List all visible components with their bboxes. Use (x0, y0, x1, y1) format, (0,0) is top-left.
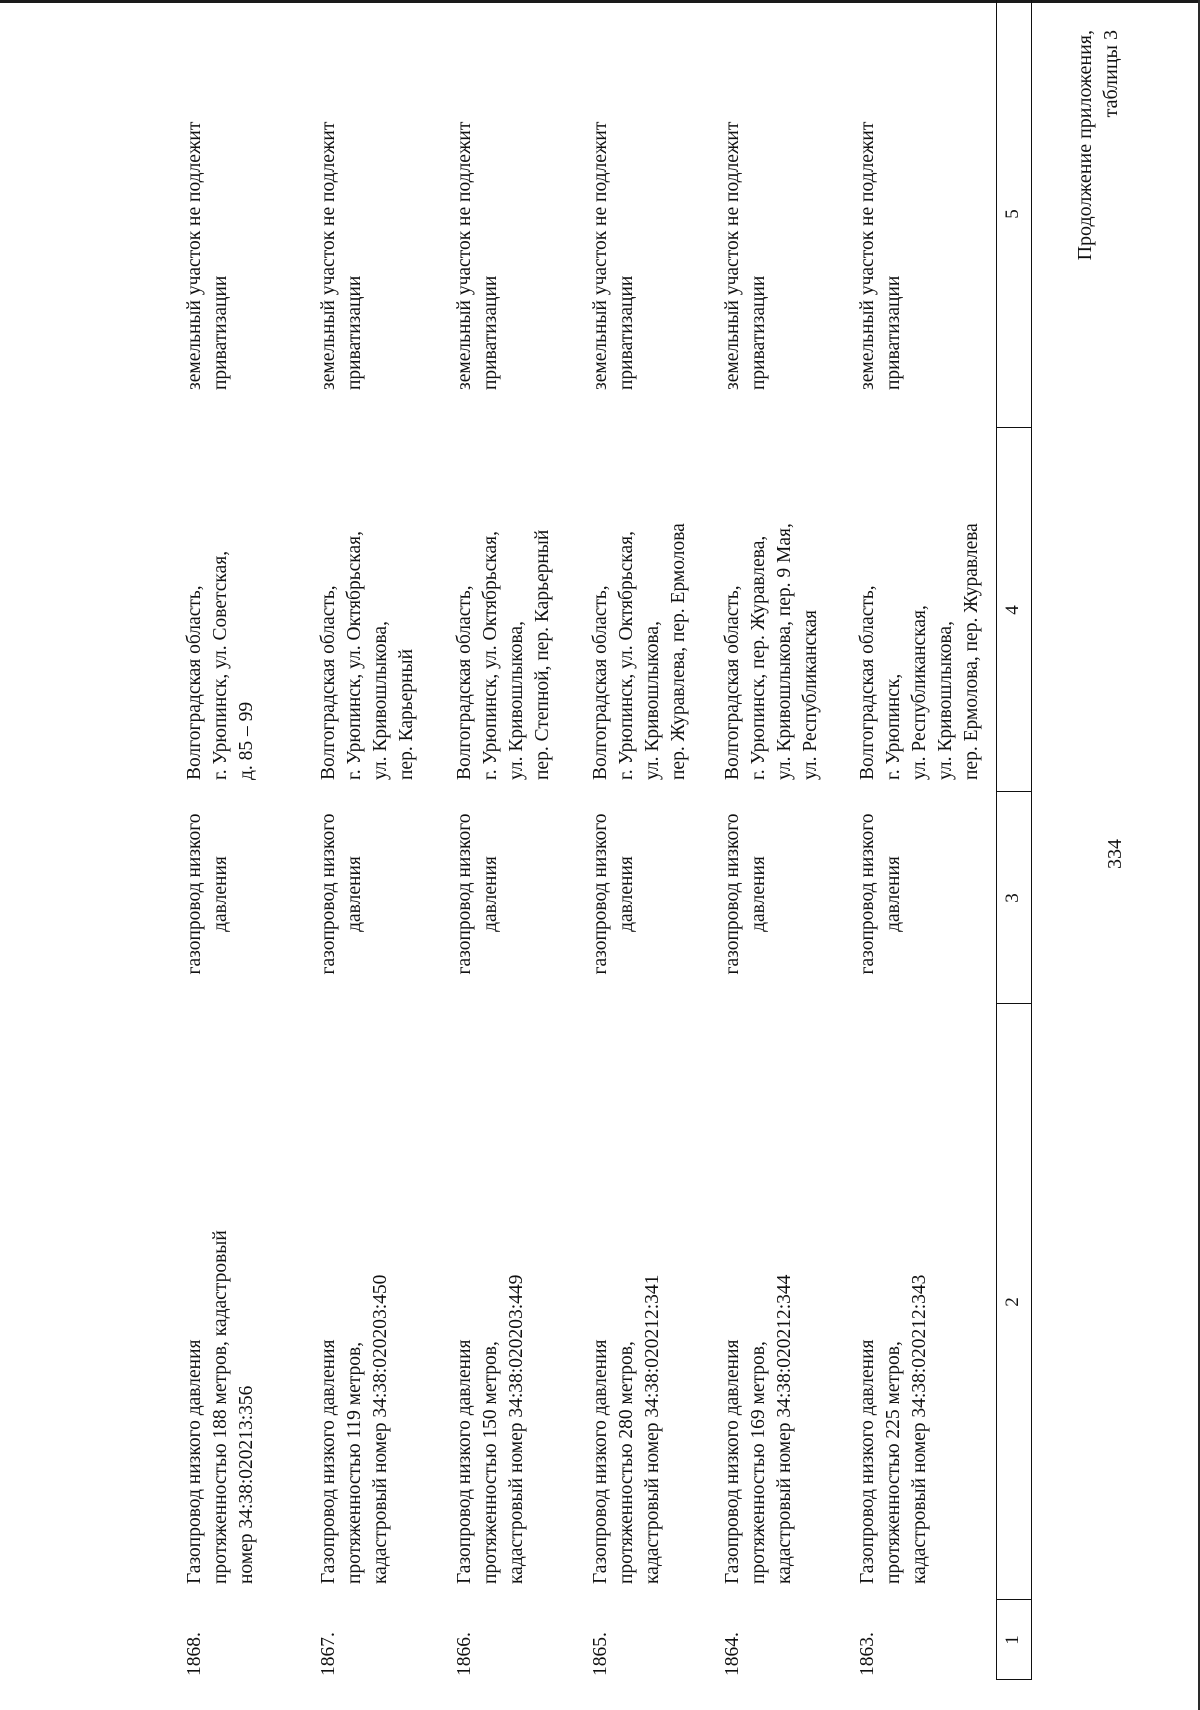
text-line: давления (616, 856, 637, 932)
text-line: Волгоградская область, (454, 585, 475, 780)
column-header: 5 (1002, 209, 1023, 219)
row-number: 1864. (722, 1632, 743, 1676)
text-line: газопровод низкого (857, 813, 878, 975)
object-name (588, 1064, 666, 1584)
object-type (452, 796, 504, 992)
text-line: земельный участок не подлежит (722, 121, 743, 390)
table-top-rule (996, 0, 997, 1680)
table-header-rule (1031, 0, 1032, 1680)
text-line: протяженностью 280 метров, (616, 1341, 637, 1584)
text-line: давления (480, 856, 501, 932)
text-line: кадастровый номер 34:38:020212:344 (774, 1274, 795, 1584)
object-type (588, 796, 640, 992)
object-note (316, 30, 368, 390)
text-line: земельный участок не подлежит (590, 121, 611, 390)
text-line: пер. Степной, пер. Карьерный (532, 529, 553, 780)
text-line: г. Урюпинск, пер. Журавлева, (748, 535, 769, 780)
text-line: Газопровод низкого давления (318, 1339, 339, 1584)
text-line: г. Урюпинск, (883, 673, 904, 780)
text-line: Газопровод низкого давления (184, 1339, 205, 1584)
text-line: приватизации (748, 275, 769, 390)
text-line: ул. Республиканская, (909, 605, 930, 780)
object-name (452, 1064, 530, 1584)
object-name (855, 1064, 933, 1584)
row-number: 1865. (590, 1632, 611, 1676)
page-number: 334 (1104, 839, 1126, 869)
object-address (588, 450, 692, 780)
text-line: давления (748, 856, 769, 932)
row-number: 1863. (857, 1632, 878, 1676)
text-line: приватизации (210, 275, 231, 390)
text-line: земельный участок не подлежит (184, 121, 205, 390)
object-address (182, 450, 260, 780)
text-line: пер. Журавлева, пер. Ермолова (668, 523, 689, 780)
text-line: протяженностью 169 метров, (748, 1341, 769, 1584)
text-line: кадастровый номер 34:38:020212:343 (909, 1274, 930, 1584)
object-type (316, 796, 368, 992)
text-line: Газопровод низкого давления (590, 1339, 611, 1584)
object-note (720, 30, 772, 390)
column-header: 2 (1002, 1297, 1023, 1307)
object-address (452, 450, 556, 780)
text-line: ул. Кривошлыкова, (935, 621, 956, 780)
text-line: д. 85 – 99 (236, 701, 257, 780)
text-line: давления (883, 856, 904, 932)
text-line: Газопровод низкого давления (857, 1339, 878, 1584)
column-header: 1 (1002, 1635, 1023, 1645)
text-line: давления (344, 856, 365, 932)
object-note (588, 30, 640, 390)
object-note (452, 30, 504, 390)
text-line: Волгоградская область, (184, 585, 205, 780)
text-line: ул. Республиканская (800, 609, 821, 780)
column-header: 3 (1002, 893, 1023, 903)
text-line: приватизации (616, 275, 637, 390)
text-line: газопровод низкого (590, 813, 611, 975)
text-line: земельный участок не подлежит (857, 121, 878, 390)
text-line: кадастровый номер 34:38:020203:449 (506, 1274, 527, 1584)
text-line: ул. Кривошлыкова, (370, 621, 391, 780)
text-line: газопровод низкого (318, 813, 339, 975)
text-line: г. Урюпинск, ул. Октябрьская, (616, 531, 637, 780)
row-number: 1866. (454, 1632, 475, 1676)
column-header: 4 (1002, 605, 1023, 615)
text-line: ул. Кривошлыкова, (642, 621, 663, 780)
text-line: Волгоградская область, (857, 585, 878, 780)
text-line: протяженностью 119 метров, (344, 1341, 365, 1584)
text-line: Волгоградская область, (722, 585, 743, 780)
text-line: газопровод низкого (454, 813, 475, 975)
object-address (720, 450, 824, 780)
text-line: ул. Кривошлыкова, (506, 621, 527, 780)
text-line: давления (210, 856, 231, 932)
text-line: приватизации (883, 275, 904, 390)
text-line: приватизации (344, 275, 365, 390)
object-note (182, 30, 234, 390)
text-line: г. Урюпинск, ул. Октябрьская, (344, 531, 365, 780)
text-line: Газопровод низкого давления (722, 1339, 743, 1584)
text-line: приватизации (480, 275, 501, 390)
continuation-line: таблицы 3 (1100, 30, 1122, 118)
text-line: номер 34:38:020213:356 (236, 1385, 257, 1584)
object-type (720, 796, 772, 992)
object-name (720, 1064, 798, 1584)
text-line: газопровод низкого (722, 813, 743, 975)
text-line: г. Урюпинск, ул. Советская, (210, 550, 231, 780)
text-line: кадастровый номер 34:38:020203:450 (370, 1274, 391, 1584)
text-line: пер. Ермолова, пер. Журавлева (961, 523, 982, 780)
text-line: газопровод низкого (184, 813, 205, 975)
object-note (855, 30, 907, 390)
object-type (855, 796, 907, 992)
text-line: протяженностью 225 метров, (883, 1341, 904, 1584)
object-type (182, 796, 234, 992)
text-line: протяженностью 188 метров, кадастровый (210, 1230, 231, 1584)
continuation-line: Продолжение приложения, (1074, 30, 1096, 261)
text-line: земельный участок не подлежит (318, 121, 339, 390)
text-line: Волгоградская область, (590, 585, 611, 780)
text-line: протяженностью 150 метров, (480, 1341, 501, 1584)
text-line: пер. Карьерный (396, 648, 417, 780)
object-address (855, 450, 985, 780)
row-number: 1868. (184, 1632, 205, 1676)
text-line: Газопровод низкого давления (454, 1339, 475, 1584)
text-line: ул. Кривошлыкова, пер. 9 Мая, (774, 523, 795, 780)
text-line: кадастровый номер 34:38:020212:341 (642, 1274, 663, 1584)
text-line: г. Урюпинск, ул. Октябрьская, (480, 531, 501, 780)
object-address (316, 450, 420, 780)
row-number: 1867. (318, 1632, 339, 1676)
text-line: земельный участок не подлежит (454, 121, 475, 390)
object-name (182, 1064, 260, 1584)
object-name (316, 1064, 394, 1584)
text-line: Волгоградская область, (318, 585, 339, 780)
